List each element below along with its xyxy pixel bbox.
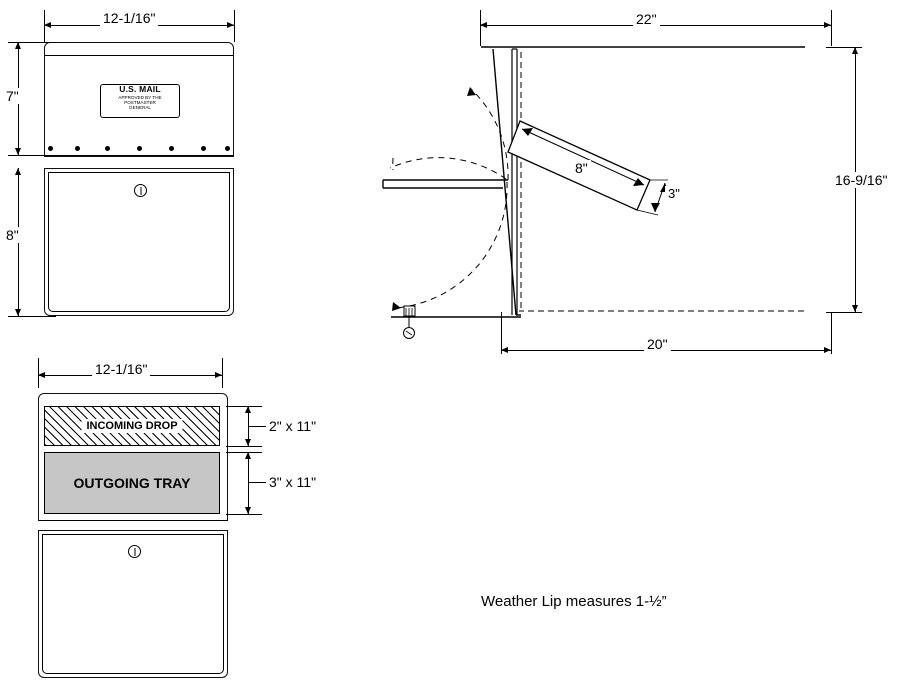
incoming-arrow-up	[245, 406, 251, 413]
incoming-drop-region	[44, 406, 220, 446]
side-bottom-arrow-left	[501, 347, 508, 353]
front-h1-arrow-down	[15, 148, 21, 155]
front-width-arrow-left	[44, 22, 51, 28]
rivet	[225, 146, 230, 151]
outgoing-ext-bottom	[226, 514, 262, 515]
slot-depth-label: 3"	[665, 186, 683, 201]
rivet	[105, 146, 110, 151]
front-h2-arrow-down	[15, 309, 21, 316]
plan-width-arrow-left	[38, 372, 45, 378]
plan-lock-icon	[128, 545, 141, 558]
side-section-geometry	[375, 40, 805, 370]
rivet	[137, 146, 142, 151]
front-width-label: 12-1/16"	[100, 10, 158, 26]
placard-line-2: APPROVED BY THE	[118, 94, 162, 100]
placard-line-4: GENERAL	[129, 105, 151, 111]
slot-length-label: 8"	[572, 160, 591, 176]
lock-icon	[134, 184, 147, 197]
plan-shelf-line	[39, 520, 227, 521]
outgoing-arrow-up	[245, 452, 251, 459]
outgoing-dim-label: 3" x 11"	[266, 474, 319, 490]
side-top-ext-right	[831, 10, 832, 46]
side-top-arrow-right	[824, 22, 831, 28]
placard-line-3: POSTMASTER	[124, 100, 156, 106]
plan-width-arrow-right	[215, 372, 222, 378]
weather-lip-note: Weather Lip measures 1-½”	[481, 593, 667, 610]
incoming-drop-label: INCOMING DROP	[81, 419, 182, 433]
side-top-arrow-left	[480, 22, 487, 28]
side-bottom-ext-right	[831, 312, 832, 354]
usps-placard	[100, 84, 180, 118]
front-hood-line	[45, 55, 233, 56]
side-height-label: 16-9/16"	[832, 172, 890, 188]
incoming-leader	[248, 426, 268, 427]
front-h1-arrow-up	[15, 42, 21, 49]
front-width-ext-right	[234, 10, 235, 42]
plan-width-ext-right	[222, 358, 223, 388]
rivet	[169, 146, 174, 151]
side-top-label: 22"	[633, 11, 660, 27]
front-h2-ext-bottom	[8, 316, 56, 317]
front-width-arrow-right	[227, 22, 234, 28]
front-upper-height-label: 7"	[3, 88, 22, 104]
incoming-arrow-down	[245, 439, 251, 446]
outgoing-tray-region	[44, 452, 220, 514]
placard-line-1: U.S. MAIL	[119, 84, 161, 94]
plan-width-label: 12-1/16"	[92, 361, 150, 377]
side-height-arrow-up	[852, 47, 858, 54]
side-bottom-label: 20"	[644, 336, 671, 352]
side-height-arrow-down	[852, 305, 858, 312]
front-split-line	[45, 155, 233, 156]
rivet	[48, 146, 53, 151]
outgoing-tray-label: OUTGOING TRAY	[73, 475, 191, 491]
side-bottom-arrow-right	[824, 347, 831, 353]
outgoing-arrow-down	[245, 507, 251, 514]
incoming-dim-label: 2" x 11"	[266, 418, 319, 434]
incoming-ext-bottom	[226, 446, 262, 447]
outgoing-dim-line	[248, 452, 249, 514]
front-lower-height-label: 8"	[3, 227, 22, 243]
front-h1-ext-bottom	[8, 155, 56, 156]
front-h2-arrow-up	[15, 168, 21, 175]
rivet	[201, 146, 206, 151]
rivet	[75, 146, 80, 151]
outgoing-leader	[248, 482, 268, 483]
